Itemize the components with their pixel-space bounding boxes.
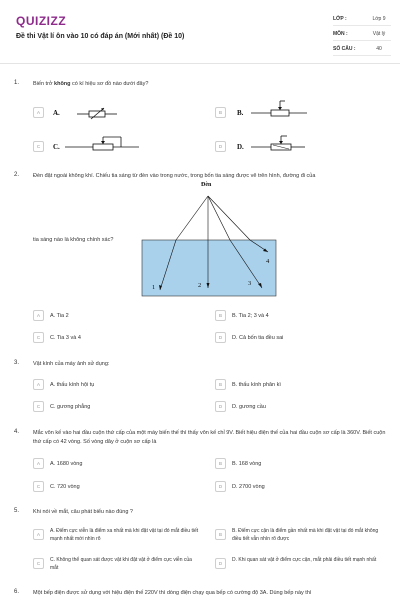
question-number: 4.: [14, 429, 20, 435]
option-key: B: [215, 529, 226, 540]
option-c[interactable]: [33, 479, 203, 495]
question-number: 5.: [14, 508, 20, 514]
option-label: C. Tia 3 và 4: [50, 335, 81, 341]
option-label: B. thấu kính phân kì: [232, 382, 281, 388]
option-c[interactable]: [33, 399, 203, 415]
option-key: C: [33, 401, 44, 412]
option-d[interactable]: [215, 330, 385, 346]
option-key: A: [33, 529, 44, 540]
figure-label: C.: [53, 143, 60, 151]
option-label: A. thấu kính hội tụ: [50, 382, 95, 388]
question-number: 2.: [14, 172, 20, 178]
meta-key: SỐ CÂU :: [333, 46, 356, 52]
option-label: B. 168 vòng: [232, 461, 262, 467]
option-label: D. gương cầu: [232, 404, 266, 410]
option-b[interactable]: [215, 377, 385, 393]
option-label: A. 1680 vòng: [50, 461, 83, 467]
meta-key: LỚP :: [333, 16, 347, 22]
rheostat-diagram: [233, 99, 333, 121]
option-key: A: [33, 458, 44, 469]
question-text: tia sáng nào là không chính xác?: [33, 237, 114, 243]
question-number: 1.: [14, 80, 20, 86]
option-key: C: [33, 558, 44, 569]
option-key: A: [33, 310, 44, 321]
question-text: [33, 80, 387, 89]
option-key: B: [215, 379, 226, 390]
option-key: C: [33, 332, 44, 343]
question-number: 6.: [14, 589, 20, 595]
option-a[interactable]: [33, 377, 203, 393]
option-key: D: [215, 332, 226, 343]
meta-value: 40: [376, 46, 382, 52]
rheostat-symbol-d: [233, 133, 333, 155]
divider: [333, 55, 391, 56]
option-key: A: [33, 379, 44, 390]
option-label: B. Tia 2; 3 và 4: [232, 313, 269, 319]
rheostat-diagram: [51, 133, 151, 155]
lamp-label: Đèn: [201, 182, 212, 188]
figure-label: A.: [53, 109, 60, 117]
rheostat-diagram: [51, 105, 151, 121]
rheostat-symbol-a: [51, 105, 151, 121]
option-label: C. Không thể quan sát được vật khi đặt vật ở điểm cực viễn của mắt: [50, 557, 192, 571]
option-key: C: [33, 481, 44, 492]
option-key: D: [215, 401, 226, 412]
option-c[interactable]: [33, 139, 183, 155]
option-label: D. Cả bốn tia đều sai: [232, 335, 284, 341]
ray-label-1: 1: [152, 284, 156, 291]
meta-key: MÔN :: [333, 31, 348, 37]
option-key: C: [33, 141, 44, 152]
text-emphasis: không: [54, 81, 71, 87]
ray-label-3: 3: [248, 280, 252, 287]
question-text: Đèn đặt ngoài không khí. Chiếu tia sáng từ đèn vào trong nước, trong bốn tia sáng được vẽ trên hình, đường đi của: [33, 173, 316, 179]
option-label: A. Điểm cực viễn là điểm xa nhất mà khi đặt vật tại đó mắt điều tiết mạnh nhất mới nhìn rõ: [50, 528, 199, 542]
option-c[interactable]: [33, 556, 208, 572]
rheostat-symbol-c: [51, 133, 151, 155]
option-a[interactable]: [33, 105, 183, 121]
option-b[interactable]: [215, 456, 385, 472]
question-text: Mắc vôn kế vào hai đầu cuộn thứ cấp của một máy biến thế thì thấy vôn kế chỉ 9V. Biết hiệu điện thế của hai đầu cuộn sơ cấp là 360V. Biết cuộn thứ cấp có 42 vòng. Số vòng dây ở cuộn sơ cấp là: [33, 430, 386, 445]
refraction-figure: [138, 180, 280, 298]
option-key: B: [215, 107, 226, 118]
option-d[interactable]: [215, 399, 385, 415]
option-key: A: [33, 107, 44, 118]
question-number: 3.: [14, 360, 20, 366]
page-title: Đề thi Vật lí ôn vào 10 có đáp án (Mới nhất) (Đề 10): [16, 33, 185, 40]
text-part: Biến trở: [33, 81, 55, 87]
figure-label: D.: [237, 143, 244, 151]
quizizz-logo: QUIZIZZ: [16, 14, 67, 28]
option-a[interactable]: [33, 527, 208, 543]
rheostat-diagram: [233, 133, 333, 155]
option-key: B: [215, 310, 226, 321]
option-label: A. Tia 2: [50, 313, 69, 319]
text-part: có kí hiệu sơ đồ nào dưới đây?: [70, 81, 149, 87]
refraction-diagram: [138, 180, 280, 298]
divider: [333, 25, 391, 26]
option-key: D: [215, 141, 226, 152]
option-label: C. gương phẳng: [50, 404, 91, 410]
option-key: B: [215, 458, 226, 469]
option-label: D. Khi quan sát vật ở điểm cực cận, mắt phải điều tiết mạnh nhất: [232, 557, 377, 563]
rheostat-symbol-b: [233, 99, 333, 121]
option-d[interactable]: [215, 139, 365, 155]
option-b[interactable]: [215, 105, 365, 121]
option-d[interactable]: [215, 479, 385, 495]
option-label: B. Điểm cực cận là điểm gần nhất mà khi đặt vật tại đó mắt không điều tiết vẫn nhìn rõ được: [232, 528, 379, 542]
option-label: C. 720 vòng: [50, 484, 80, 490]
question-text: Một bếp điện được sử dụng với hiệu điện thế 220V thì dòng điện chạy qua bếp có cường độ 3A. Dùng bếp này thì: [33, 590, 312, 596]
meta-value: Lớp 9: [372, 16, 386, 22]
option-d[interactable]: [215, 556, 390, 572]
option-a[interactable]: [33, 456, 203, 472]
ray-label-4: 4: [266, 258, 270, 265]
option-a[interactable]: [33, 308, 203, 324]
option-label: D. 2700 vòng: [232, 484, 265, 490]
question-text: Khi nói về mắt, câu phát biểu nào đúng ?: [33, 509, 133, 515]
worksheet-header: [0, 0, 400, 64]
divider: [333, 40, 391, 41]
question-text: Vật kính của máy ảnh sử dụng:: [33, 361, 110, 367]
figure-label: B.: [237, 109, 244, 117]
option-key: D: [215, 558, 226, 569]
option-key: D: [215, 481, 226, 492]
meta-value: Vật lý: [372, 31, 386, 37]
ray-label-2: 2: [198, 282, 202, 289]
option-b[interactable]: [215, 527, 390, 543]
option-b[interactable]: [215, 308, 385, 324]
option-c[interactable]: [33, 330, 203, 346]
